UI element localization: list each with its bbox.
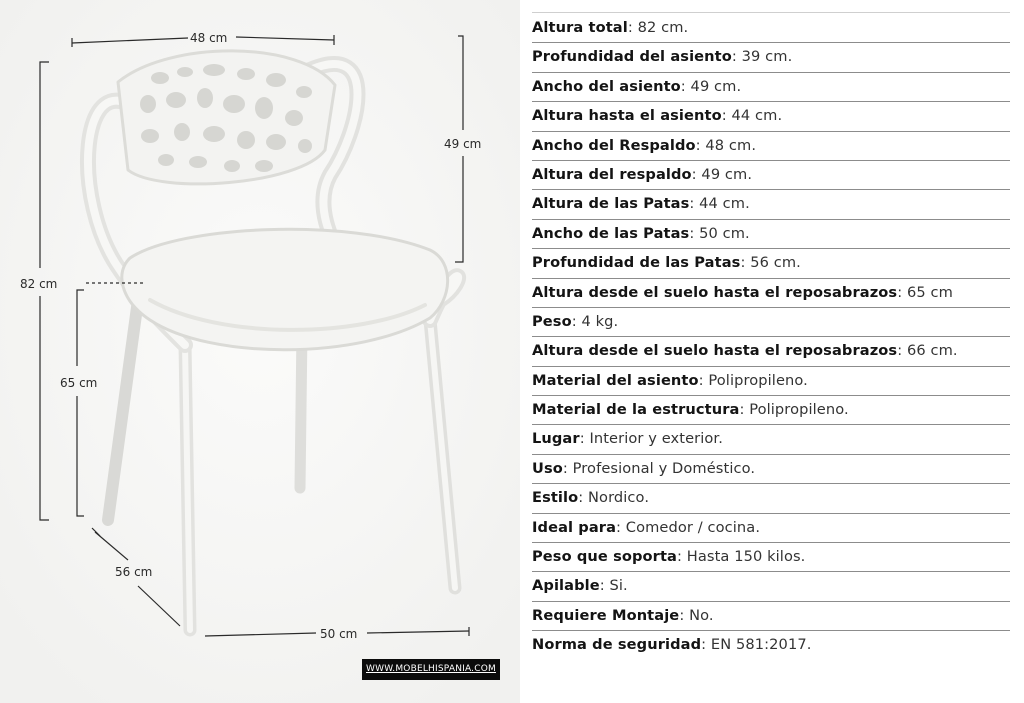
spec-value: : 39 cm. — [731, 48, 793, 66]
spec-row — [532, 367, 1010, 396]
spec-row — [532, 543, 1010, 572]
dim-backrest-height: 49 cm — [444, 137, 482, 151]
spec-label: Profundidad del asiento — [532, 48, 732, 66]
spec-label: Altura desde el suelo hasta el reposabrazos — [532, 342, 898, 360]
spec-value: : Si. — [599, 577, 628, 595]
spec-label: Uso — [532, 459, 563, 477]
spec-row — [532, 249, 1010, 278]
spec-label: Ancho de las Patas — [532, 224, 690, 242]
spec-value: : 66 cm. — [897, 342, 958, 360]
spec-row — [532, 308, 1010, 337]
spec-value: : Polipropileno. — [739, 401, 849, 419]
spec-row — [532, 14, 1010, 43]
spec-label: Ideal para — [532, 518, 617, 536]
spec-label: Altura de las Patas — [532, 195, 690, 213]
spec-label: Altura desde el suelo hasta el reposabrazos — [532, 283, 898, 301]
spec-value: : 4 kg. — [571, 312, 619, 330]
spec-label: Profundidad de las Patas — [532, 254, 741, 272]
spec-value: : 49 cm. — [691, 165, 753, 183]
top-divider — [532, 12, 1010, 13]
spec-value: : 48 cm. — [695, 136, 757, 154]
spec-label: Lugar — [532, 430, 580, 448]
spec-row — [532, 190, 1010, 219]
website-watermark[interactable]: WWW.MOBELHISPANIA.COM — [362, 659, 500, 680]
spec-row — [532, 602, 1010, 631]
dim-armrest-height: 65 cm — [60, 376, 98, 390]
spec-row — [532, 102, 1010, 131]
spec-label: Estilo — [532, 489, 579, 507]
spec-value: : No. — [679, 606, 714, 624]
spec-row — [532, 455, 1010, 484]
spec-value: : 65 cm — [897, 283, 953, 301]
spec-row — [532, 484, 1010, 513]
dim-depth: 56 cm — [115, 565, 153, 579]
spec-row — [532, 337, 1010, 366]
spec-row — [532, 220, 1010, 249]
spec-label: Altura hasta el asiento — [532, 107, 722, 125]
spec-value: : Interior y exterior. — [579, 430, 723, 448]
spec-value: : Comedor / cocina. — [616, 518, 761, 536]
spec-label: Apilable — [532, 577, 600, 595]
spec-row — [532, 279, 1010, 308]
spec-row — [532, 132, 1010, 161]
spec-label: Ancho del Respaldo — [532, 136, 696, 154]
spec-label: Altura total — [532, 19, 628, 36]
spec-list — [532, 14, 1010, 661]
spec-row — [532, 425, 1010, 454]
spec-label: Altura del respaldo — [532, 165, 692, 183]
spec-row — [532, 396, 1010, 425]
spec-row — [532, 43, 1010, 72]
dim-legs-width: 50 cm — [320, 627, 358, 641]
spec-label: Peso — [532, 312, 572, 330]
dim-total-height: 82 cm — [20, 277, 58, 291]
dim-width-top: 48 cm — [190, 31, 228, 45]
spec-value: : 82 cm. — [627, 19, 689, 36]
spec-value: : 44 cm. — [721, 107, 783, 125]
spec-label: Ancho del asiento — [532, 77, 681, 95]
spec-row — [532, 631, 1010, 660]
spec-value: : EN 581:2017. — [701, 636, 812, 654]
spec-value: : 50 cm. — [689, 224, 750, 242]
spec-value: : 44 cm. — [689, 195, 750, 213]
spec-label: Material de la estructura — [532, 401, 740, 419]
spec-value: : Hasta 150 kilos. — [677, 548, 806, 566]
spec-row — [532, 73, 1010, 102]
spec-value: : 49 cm. — [680, 77, 742, 95]
spec-label: Material del asiento — [532, 371, 699, 389]
spec-row — [532, 572, 1010, 601]
spec-row — [532, 514, 1010, 543]
spec-value: : Nordico. — [578, 489, 650, 507]
spec-label: Norma de seguridad — [532, 636, 702, 654]
spec-label: Requiere Montaje — [532, 606, 680, 624]
spec-value: : 56 cm. — [740, 254, 801, 272]
spec-value: : Profesional y Doméstico. — [562, 459, 756, 477]
spec-row — [532, 161, 1010, 190]
spec-value: : Polipropileno. — [698, 371, 808, 389]
spec-label: Peso que soporta — [532, 548, 678, 566]
